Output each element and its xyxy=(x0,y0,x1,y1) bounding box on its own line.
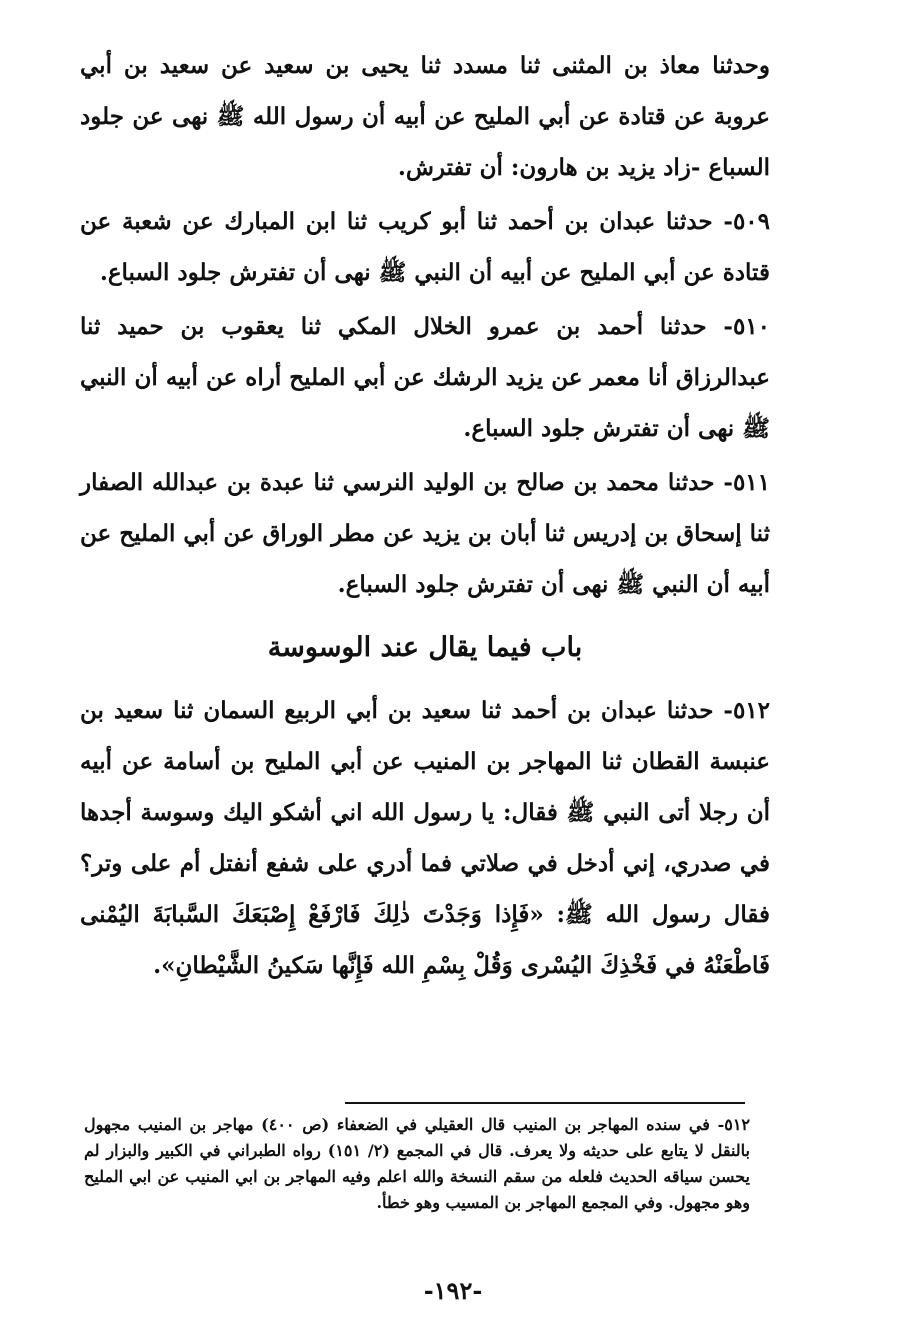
main-text xyxy=(80,40,770,991)
hadith-510: ٥١٠- حدثنا أحمد بن عمرو الخلال المكي ثنا يعقوب بن حميد ثنا عبدالرزاق أنا معمر عن يزيد الرشك عن أبي المليح أراه عن أبيه أن النبي ﷺ نهى أن تفترش جلود السباع. xyxy=(80,313,770,442)
footnote xyxy=(84,1112,750,1216)
hadith-511: ٥١١- حدثنا محمد بن صالح بن الوليد النرسي ثنا عبدة بن عبدالله الصفار ثنا إسحاق بن إدريس ثنا أبان بن يزيد عن مطر الوراق عن أبي المليح عن أبيه أن النبي ﷺ نهى أن تفترش جلود السباع. xyxy=(80,469,770,598)
footnote-512: ٥١٢- في سنده المهاجر بن المنيب قال العقيلي في الضعفاء (ص ٤٠٠) مهاجر بن المنيب مجهول بالنقل لا يتابع على حديثه ولا يعرف. قال في المجمع (٢/ ١٥١) رواه الطبراني في الكبير والبزار لم يحسن سياقه الحديث فلعله من سقم النسخة والله اعلم وفيه المهاجر بن ابي المنيب عن ابي المليح وهو مجهول. وفي المجمع المهاجر بن المسيب وهو خطأ. xyxy=(84,1115,751,1212)
page-number: -١٩٢- xyxy=(423,1276,483,1305)
hadith-508-continuation: وحدثنا معاذ بن المثنى ثنا مسدد ثنا يحيى بن سعيد عن سعيد بن أبي عروبة عن قتادة عن أبي المليح عن أبيه أن رسول الله ﷺ نهى عن جلود السباع -زاد يزيد بن هارون: أن تفترش. xyxy=(80,52,770,181)
chapter-heading: باب فيما يقال عند الوسوسة xyxy=(267,632,583,663)
footnote-divider xyxy=(345,1102,745,1104)
hadith-509: ٥٠٩- حدثنا عبدان بن أحمد ثنا أبو كريب ثنا ابن المبارك عن شعبة عن قتادة عن أبي المليح عن أبيه أن النبي ﷺ نهى أن تفترش جلود السباع. xyxy=(80,208,770,286)
hadith-512: ٥١٢- حدثنا عبدان بن أحمد ثنا سعيد بن أبي الربيع السمان ثنا سعيد بن عنبسة القطان ثنا المهاجر بن المنيب عن أبي المليح بن أسامة عن أبيه أن رجلا أتى النبي ﷺ فقال: يا رسول الله اني أشكو اليك وسوسة أجدها في صدري، إني أدخل في صلاتي فما أدري على شفع أنفتل أم على وتر؟ فقال رسول الله ﷺ: «فَإِذا وَجَدْتَ ذٰلِكَ فَارْفَعْ إِصْبَعَكَ السَّبابَةَ اليُمْنى فَاطْعَنْهُ في فَخْذِكَ اليُسْرى وَقُلْ بِسْمِ الله فَإِنَّها سَكينُ الشَّيْطانِ». xyxy=(80,697,770,979)
